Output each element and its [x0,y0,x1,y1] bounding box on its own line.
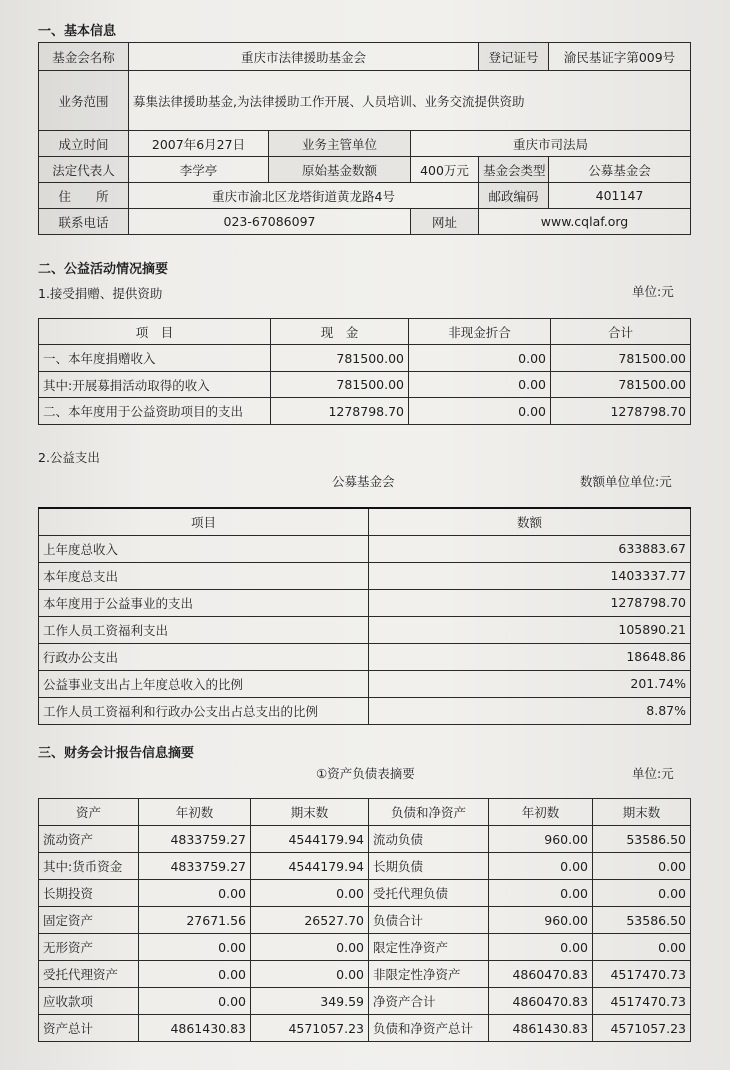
balance-caption: ①资产负债表摘要 [316,766,415,781]
table-row [39,372,691,398]
balance-cell: 0.00 [489,934,593,961]
balance-header-asset: 资产 [39,799,139,826]
donation-cell: 781500.00 [271,345,409,372]
balance-cell: 0.00 [139,880,251,907]
balance-cell: 0.00 [593,880,691,907]
balance-header-end2: 期末数 [593,799,691,826]
balance-cell: 0.00 [251,934,369,961]
expense-cell: 8.87% [369,697,691,724]
expense-cell: 公益事业支出占上年度总收入的比例 [39,670,369,697]
balance-cell: 960.00 [489,907,593,934]
balance-cell: 应收款项 [39,988,139,1015]
section-basic-info-title: 一、基本信息 [38,24,117,39]
balance-cell: 4544179.94 [251,853,369,880]
donation-header-cash: 现 金 [271,319,409,345]
balance-cell: 0.00 [251,880,369,907]
donation-header-total: 合计 [551,319,691,345]
balance-header-begin2: 年初数 [489,799,593,826]
balance-cell: 非限定性净资产 [369,961,489,988]
table-row [39,826,691,853]
expense-table [38,507,691,725]
table-row [39,562,691,589]
balance-cell: 受托代理资产 [39,961,139,988]
value-scope: 募集法律援助基金,为法律援助工作开展、人员培训、业务交流提供资助 [129,71,691,131]
table-row [39,853,691,880]
table-row [39,616,691,643]
expense-cell: 1278798.70 [369,589,691,616]
balance-cell: 53586.50 [593,907,691,934]
expense-cell: 工作人员工资福利和行政办公支出占总支出的比例 [39,697,369,724]
expense-cell: 上年度总收入 [39,535,369,562]
label-reg: 登记证号 [479,43,549,71]
balance-cell: 其中:货币资金 [39,853,139,880]
table-row [39,961,691,988]
table-row [39,345,691,372]
balance-header-liability: 负债和净资产 [369,799,489,826]
label-tel: 联系电话 [39,209,129,235]
table-row [39,697,691,724]
balance-header-begin: 年初数 [139,799,251,826]
value-super: 重庆市司法局 [411,131,691,157]
balance-cell: 0.00 [489,853,593,880]
donation-cell: 781500.00 [271,372,409,398]
label-type: 基金会类型 [479,157,549,183]
donation-cell: 其中:开展募捐活动取得的收入 [39,372,271,398]
label-super: 业务主管单位 [269,131,411,157]
balance-cell: 固定资产 [39,907,139,934]
balance-cell: 349.59 [251,988,369,1015]
donation-table [38,318,691,425]
balance-cell: 4861430.83 [139,1015,251,1042]
balance-cell: 53586.50 [593,826,691,853]
value-est: 2007年6月27日 [129,131,269,157]
balance-cell: 负债和净资产总计 [369,1015,489,1042]
balance-cell: 0.00 [139,988,251,1015]
donation-cell: 0.00 [409,398,551,425]
balance-cell: 960.00 [489,826,593,853]
donation-cell: 二、本年度用于公益资助项目的支出 [39,398,271,425]
value-web: www.cqlaf.org [479,209,691,235]
table-row [39,670,691,697]
donation-cell: 0.00 [409,345,551,372]
donation-unit: 单位:元 [632,284,674,299]
value-name: 重庆市法律援助基金会 [129,43,479,71]
expense-unit: 数额单位单位:元 [580,474,672,489]
expense-cell: 行政办公支出 [39,643,369,670]
label-name: 基金会名称 [39,43,129,71]
balance-cell: 4861430.83 [489,1015,593,1042]
balance-unit: 单位:元 [632,766,674,781]
balance-cell: 资产总计 [39,1015,139,1042]
expense-caption: 公募基金会 [332,474,395,489]
donation-cell: 0.00 [409,372,551,398]
expense-header-item: 项目 [39,508,369,535]
balance-cell: 流动负债 [369,826,489,853]
balance-cell: 无形资产 [39,934,139,961]
balance-cell: 4517470.73 [593,961,691,988]
expense-cell: 105890.21 [369,616,691,643]
balance-cell: 4544179.94 [251,826,369,853]
value-fund: 400万元 [411,157,479,183]
balance-cell: 4833759.27 [139,853,251,880]
table-row [39,1015,691,1042]
donation-cell: 781500.00 [551,372,691,398]
label-web: 网址 [411,209,479,235]
balance-cell: 流动资产 [39,826,139,853]
expense-cell: 工作人员工资福利支出 [39,616,369,643]
balance-cell: 0.00 [593,853,691,880]
subsection-expense-title: 2.公益支出 [38,450,100,465]
table-row [39,535,691,562]
balance-cell: 限定性净资产 [369,934,489,961]
table-row [39,934,691,961]
expense-header-amount: 数额 [369,508,691,535]
table-row [39,398,691,425]
expense-cell: 633883.67 [369,535,691,562]
donation-cell: 1278798.70 [271,398,409,425]
balance-cell: 4571057.23 [593,1015,691,1042]
value-tel: 023-67086097 [129,209,411,235]
value-rep: 李学亭 [129,157,269,183]
donation-cell: 一、本年度捐赠收入 [39,345,271,372]
label-est: 成立时间 [39,131,129,157]
balance-cell: 4517470.73 [593,988,691,1015]
balance-cell: 0.00 [139,961,251,988]
balance-cell: 26527.70 [251,907,369,934]
balance-header-end: 期末数 [251,799,369,826]
balance-sheet-table [38,798,691,1042]
donation-cell: 1278798.70 [551,398,691,425]
balance-cell: 4833759.27 [139,826,251,853]
balance-cell: 4860470.83 [489,961,593,988]
section-welfare-title: 二、公益活动情况摘要 [38,262,169,277]
expense-cell: 18648.86 [369,643,691,670]
balance-cell: 长期投资 [39,880,139,907]
table-row [39,988,691,1015]
donation-cell: 781500.00 [551,345,691,372]
label-scope: 业务范围 [39,71,129,131]
label-zip: 邮政编码 [479,183,549,209]
balance-cell: 长期负债 [369,853,489,880]
section-finance-title: 三、财务会计报告信息摘要 [38,746,195,761]
balance-cell: 27671.56 [139,907,251,934]
label-fund: 原始基金数额 [269,157,411,183]
expense-cell: 201.74% [369,670,691,697]
label-addr: 住 所 [39,183,129,209]
expense-cell: 本年度用于公益事业的支出 [39,589,369,616]
balance-cell: 负债合计 [369,907,489,934]
value-zip: 401147 [549,183,691,209]
balance-cell: 0.00 [489,880,593,907]
value-addr: 重庆市渝北区龙塔街道黄龙路4号 [129,183,479,209]
value-type: 公募基金会 [549,157,691,183]
expense-cell: 1403337.77 [369,562,691,589]
donation-header-item: 项 目 [39,319,271,345]
table-row [39,643,691,670]
donation-header-noncash: 非现金折合 [409,319,551,345]
balance-cell: 0.00 [593,934,691,961]
table-row [39,589,691,616]
balance-cell: 4571057.23 [251,1015,369,1042]
label-rep: 法定代表人 [39,157,129,183]
table-row [39,880,691,907]
balance-cell: 受托代理负债 [369,880,489,907]
table-row [39,907,691,934]
balance-cell: 0.00 [139,934,251,961]
basic-info-table [38,42,691,235]
subsection-donation-title: 1.接受捐赠、提供资助 [38,286,163,301]
value-reg: 渝民基证字第009号 [549,43,691,71]
expense-cell: 本年度总支出 [39,562,369,589]
balance-cell: 0.00 [251,961,369,988]
balance-cell: 净资产合计 [369,988,489,1015]
balance-cell: 4860470.83 [489,988,593,1015]
